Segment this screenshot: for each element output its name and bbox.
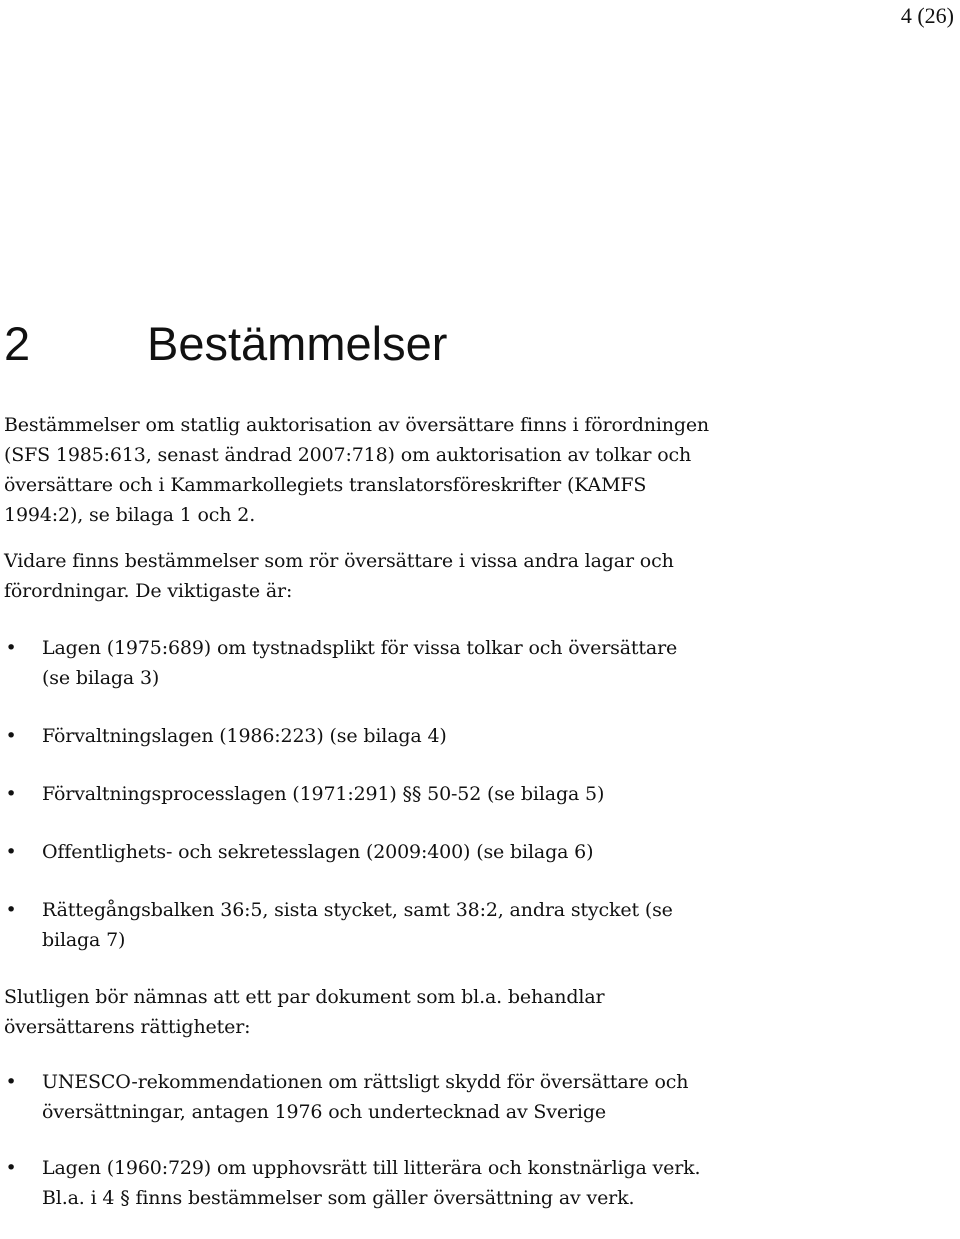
- bullet-icon: •: [5, 1157, 17, 1179]
- law-list-item: [0, 633, 950, 693]
- law-list-item: [0, 837, 950, 867]
- paragraph-line: Slutligen bör nämnas att ett par dokument som bl.a. behandlar: [4, 986, 605, 1008]
- bullet-icon: •: [5, 1071, 17, 1093]
- bullet-icon: •: [5, 899, 17, 921]
- section-number: 2: [4, 317, 31, 370]
- list-item-line: Offentlighets- och sekretesslagen (2009:400) (se bilaga 6): [42, 841, 594, 863]
- law-list-item: [0, 895, 950, 955]
- third-paragraph: [4, 982, 934, 1042]
- paragraph-line: översättarens rättigheter:: [4, 1016, 251, 1038]
- section-heading: [4, 314, 447, 374]
- list-item-line: (se bilaga 3): [42, 667, 160, 689]
- list-item-line: Förvaltningslagen (1986:223) (se bilaga 4): [42, 725, 447, 747]
- list-item-line: bilaga 7): [42, 929, 126, 951]
- list-item-line: UNESCO-rekommendationen om rättsligt skydd för översättare och: [42, 1071, 689, 1093]
- list-item-line: Förvaltningsprocesslagen (1971:291) §§ 50-52 (se bilaga 5): [42, 783, 605, 805]
- paragraph-line: 1994:2), se bilaga 1 och 2.: [4, 504, 256, 526]
- paragraph-line: översättare och i Kammarkollegiets translatorsföreskrifter (KAMFS: [4, 474, 647, 496]
- intro-paragraph: [4, 410, 934, 530]
- list-item-line: Lagen (1960:729) om upphovsrätt till litterära och konstnärliga verk.: [42, 1157, 701, 1179]
- list-item-line: Rättegångsbalken 36:5, sista stycket, samt 38:2, andra stycket (se: [42, 899, 673, 921]
- paragraph-line: Bestämmelser om statlig auktorisation av översättare finns i förordningen: [4, 414, 710, 436]
- law-list-item: [0, 721, 950, 751]
- law-list-item: [0, 779, 950, 809]
- list-item-line: Lagen (1975:689) om tystnadsplikt för vissa tolkar och översättare: [42, 637, 678, 659]
- list-item-line: Bl.a. i 4 § finns bestämmelser som gäller översättning av verk.: [42, 1187, 635, 1209]
- bullet-icon: •: [5, 783, 17, 805]
- section-title: Bestämmelser: [147, 317, 448, 370]
- second-paragraph: [4, 546, 934, 606]
- document-list-item: [0, 1153, 950, 1213]
- documents-list: [0, 1067, 950, 1239]
- laws-list: [0, 633, 950, 983]
- paragraph-line: förordningar. De viktigaste är:: [4, 580, 293, 602]
- bullet-icon: •: [5, 725, 17, 747]
- bullet-icon: •: [5, 841, 17, 863]
- paragraph-line: Vidare finns bestämmelser som rör översättare i vissa andra lagar och: [4, 550, 674, 572]
- paragraph-line: (SFS 1985:613, senast ändrad 2007:718) om auktorisation av tolkar och: [4, 444, 692, 466]
- bullet-icon: •: [5, 637, 17, 659]
- list-item-line: översättningar, antagen 1976 och undertecknad av Sverige: [42, 1101, 606, 1123]
- document-list-item: [0, 1067, 950, 1127]
- page-number: 4 (26): [900, 3, 954, 28]
